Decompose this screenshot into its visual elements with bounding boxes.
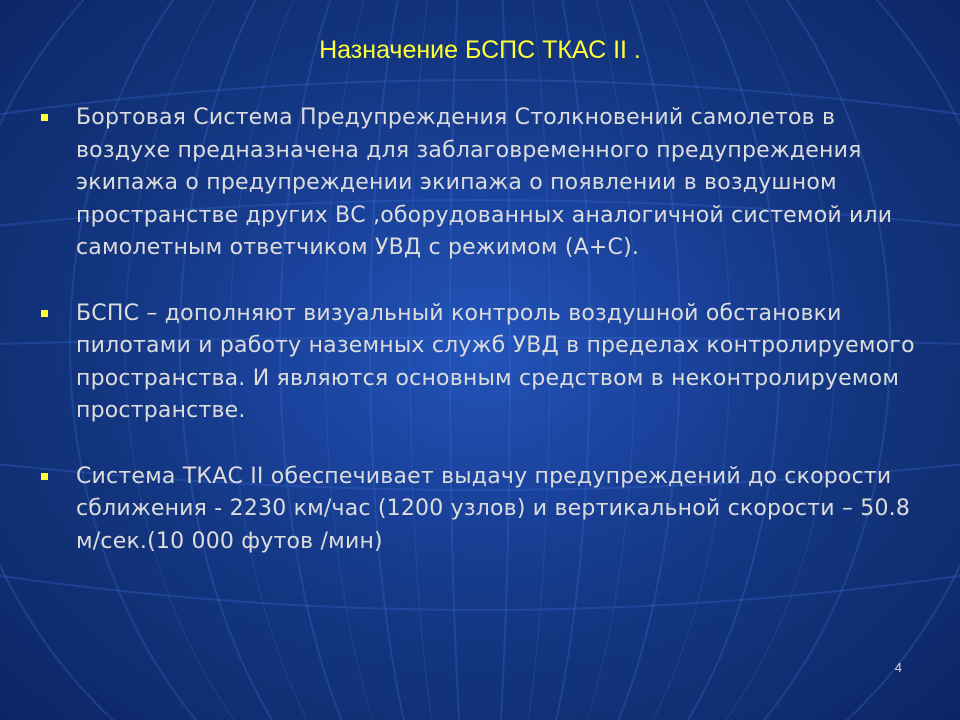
slide-title: Назначение БСПС ТКАС II .	[319, 36, 641, 64]
bullet-list	[38, 102, 918, 558]
bullet-text: Бортовая Система Предупреждения Столкновений самолетов в воздухе предназначена для заблаговременного предупреждения экипажа о предупреждении экипажа о появлении в воздушном пространстве других ВС ,оборудованных аналогичной системой или самолетным ответчиком УВД с режимом (А+С).	[76, 105, 893, 260]
square-bullet-icon	[41, 114, 48, 121]
bullet-item	[38, 461, 918, 559]
bullet-item	[38, 102, 918, 265]
page-number: 4	[894, 660, 902, 675]
bullet-text: Система ТКАС II обеспечивает выдачу предупреждений до скорости сближения - 2230 км/час (1200 узлов) и вертикальной скорости – 50.8 м/сек.(10 000 футов /мин)	[76, 463, 911, 554]
square-bullet-icon	[41, 473, 48, 480]
bullet-item	[38, 298, 918, 428]
square-bullet-icon	[41, 310, 48, 317]
bullet-text: БСПС – дополняют визуальный контроль воздушной обстановки пилотами и работу наземных служб УВД в пределах контролируемого пространства. И являются основным средством в неконтролируемом пространстве.	[76, 300, 915, 423]
